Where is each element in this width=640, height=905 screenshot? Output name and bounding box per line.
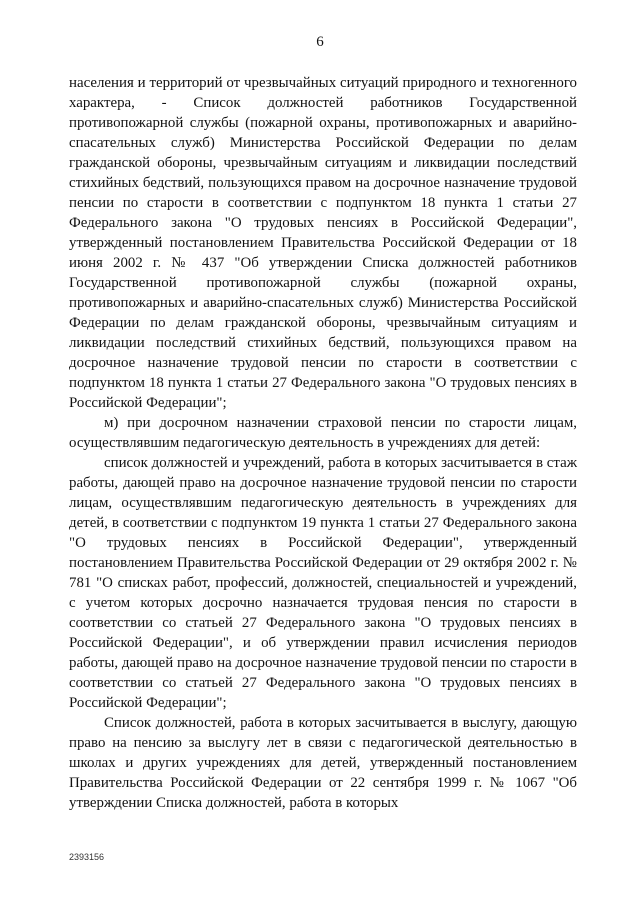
paragraph-item-m: м) при досрочном назначении страховой пенсии по старости лицам, осуществлявшим педагогическую деятельность в учреждениях для детей: bbox=[69, 415, 577, 451]
body-text bbox=[69, 73, 577, 813]
page-number: 6 bbox=[316, 34, 324, 50]
paragraph-teachers-list: список должностей и учреждений, работа в которых засчитывается в стаж работы, дающей право на досрочное назначение трудовой пенсии по старости лицам, осуществлявшим педагогическую деятельность в учреждениях для детей, в соответствии с подпунктом 19 пункта 1 статьи 27 Федерального закона "О трудовых пенсиях в Российской Федерации", утвержденный постановлением Правительства Российской Федерации от 29 октября 2002 г. № 781 "О списках работ, профессий, должностей, специальностей и учреждений, с учетом которых досрочно назначается трудовая пенсия по старости в соответствии со статьей 27 Федерального закона "О трудовых пенсиях в Российской Федерации", и об утверждении правил исчисления периодов работы, дающей право на досрочное назначение трудовой пенсии по старости в соответствии со статьей 27 Федерального закона "О трудовых пенсиях в Российской Федерации"; bbox=[69, 455, 577, 711]
paragraph-service-list: Список должностей, работа в которых засчитывается в выслугу, дающую право на пенсию за выслугу лет в связи с педагогической деятельностью в школах и других учреждениях для детей, утвержденный постановлением Правительства Российской Федерации от 22 сентября 1999 г. № 1067 "Об утверждении Списка должностей, работа в которых bbox=[69, 715, 577, 811]
document-code: 2393156 bbox=[69, 852, 105, 862]
paragraph-continuation: населения и территорий от чрезвычайных ситуаций природного и техногенного характера, - Список должностей работников Государственной противопожарной службы (пожарной охраны, противопожарных и аварийно-спасательных служб) Министерства Российской Федерации по делам гражданской обороны, чрезвычайным ситуациям и ликвидации последствий стихийных бедствий, пользующихся правом на досрочное назначение трудовой пенсии по старости в соответствии с подпунктом 18 пункта 1 статьи 27 Федерального закона "О трудовых пенсиях в Российской Федерации", утвержденный постановлением Правительства Российской Федерации от 18 июня 2002 г. № 437 "Об утверждении Списка должностей работников Государственной противопожарной службы (пожарной охраны, противопожарных и аварийно-спасательных служб) Министерства Российской Федерации по делам гражданской обороны, чрезвычайным ситуациям и ликвидации последствий стихийных бедствий, пользующихся правом на досрочное назначение трудовой пенсии по старости в соответствии с подпунктом 18 пункта 1 статьи 27 Федерального закона "О трудовых пенсиях в Российской Федерации"; bbox=[69, 75, 577, 411]
